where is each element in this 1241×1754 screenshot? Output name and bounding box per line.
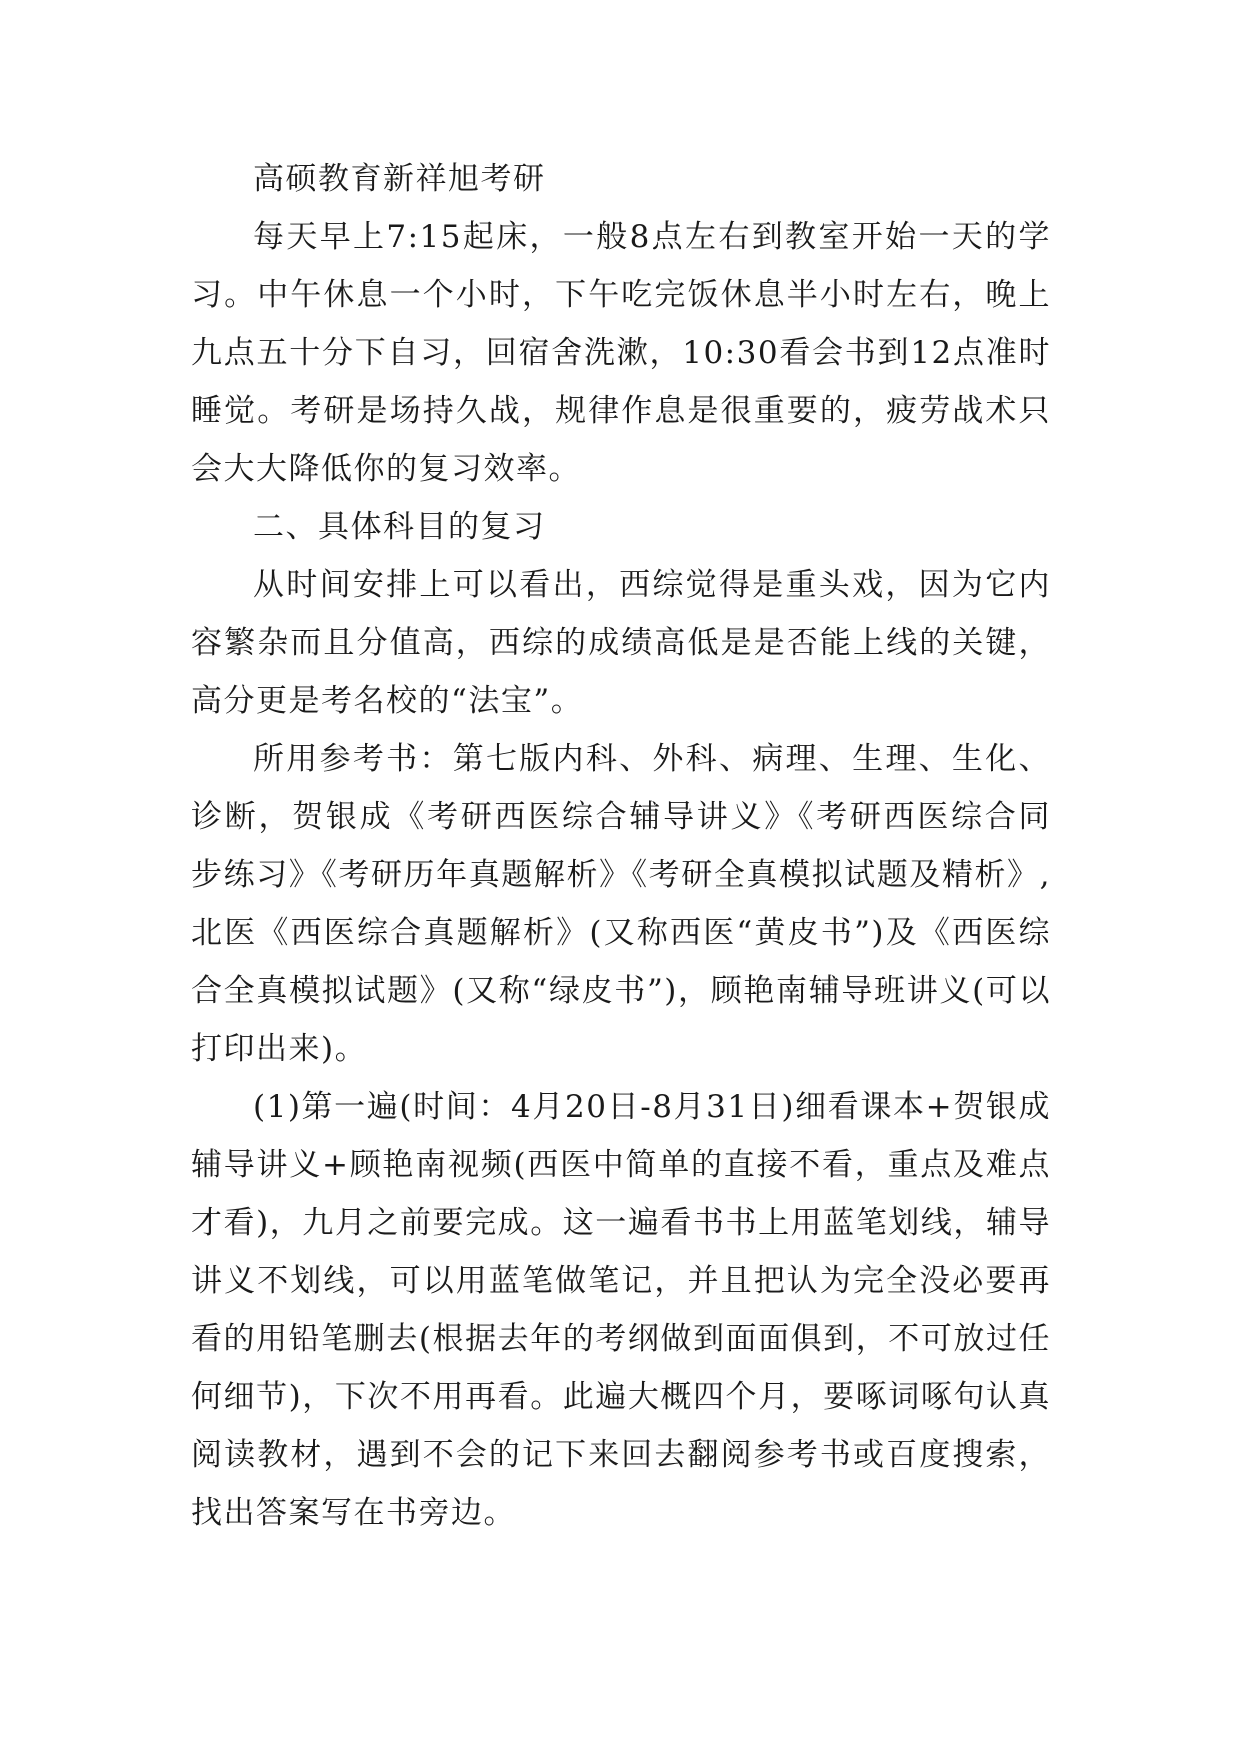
paragraph-western-medicine: 从时间安排上可以看出，西综觉得是重头戏，因为它内容繁杂而且分值高，西综的成绩高低是是否能上线的关键，高分更是考名校的“法宝”。 bbox=[191, 567, 1051, 719]
paragraph-heading: 高硕教育新祥旭考研 bbox=[253, 161, 546, 197]
section-heading-subjects: 二、具体科目的复习 bbox=[253, 509, 546, 545]
paragraph-reference-books: 所用参考书：第七版内科、外科、病理、生理、生化、诊断，贺银成《考研西医综合辅导讲义》《考研西医综合同步练习》《考研历年真题解析》《考研全真模拟试题及精析》,北医《西医综合真题解析》(又称西医“黄皮书”)及《西医综合全真模拟试题》(又称“绿皮书”)，顾艳南辅导班讲义(可以打印出来)。 bbox=[191, 741, 1051, 1067]
paragraph-first-pass: (1)第一遍(时间：4月20日-8月31日)细看课本+贺银成辅导讲义+顾艳南视频(西医中简单的直接不看，重点及难点才看)，九月之前要完成。这一遍看书书上用蓝笔划线，辅导讲义不划线，可以用蓝笔做笔记，并且把认为完全没必要再看的用铅笔删去(根据去年的考纲做到面面俱到，不可放过任何细节)，下次不用再看。此遍大概四个月，要啄词啄句认真阅读教材，遇到不会的记下来回去翻阅参考书或百度搜索，找出答案写在书旁边。 bbox=[191, 1089, 1051, 1531]
document-body bbox=[191, 150, 1051, 1542]
paragraph-daily-schedule: 每天早上7:15起床，一般8点左右到教室开始一天的学习。中午休息一个小时，下午吃完饭休息半小时左右，晚上九点五十分下自习，回宿舍洗漱，10:30看会书到12点准时睡觉。考研是场持久战，规律作息是很重要的，疲劳战术只会大大降低你的复习效率。 bbox=[191, 219, 1051, 487]
